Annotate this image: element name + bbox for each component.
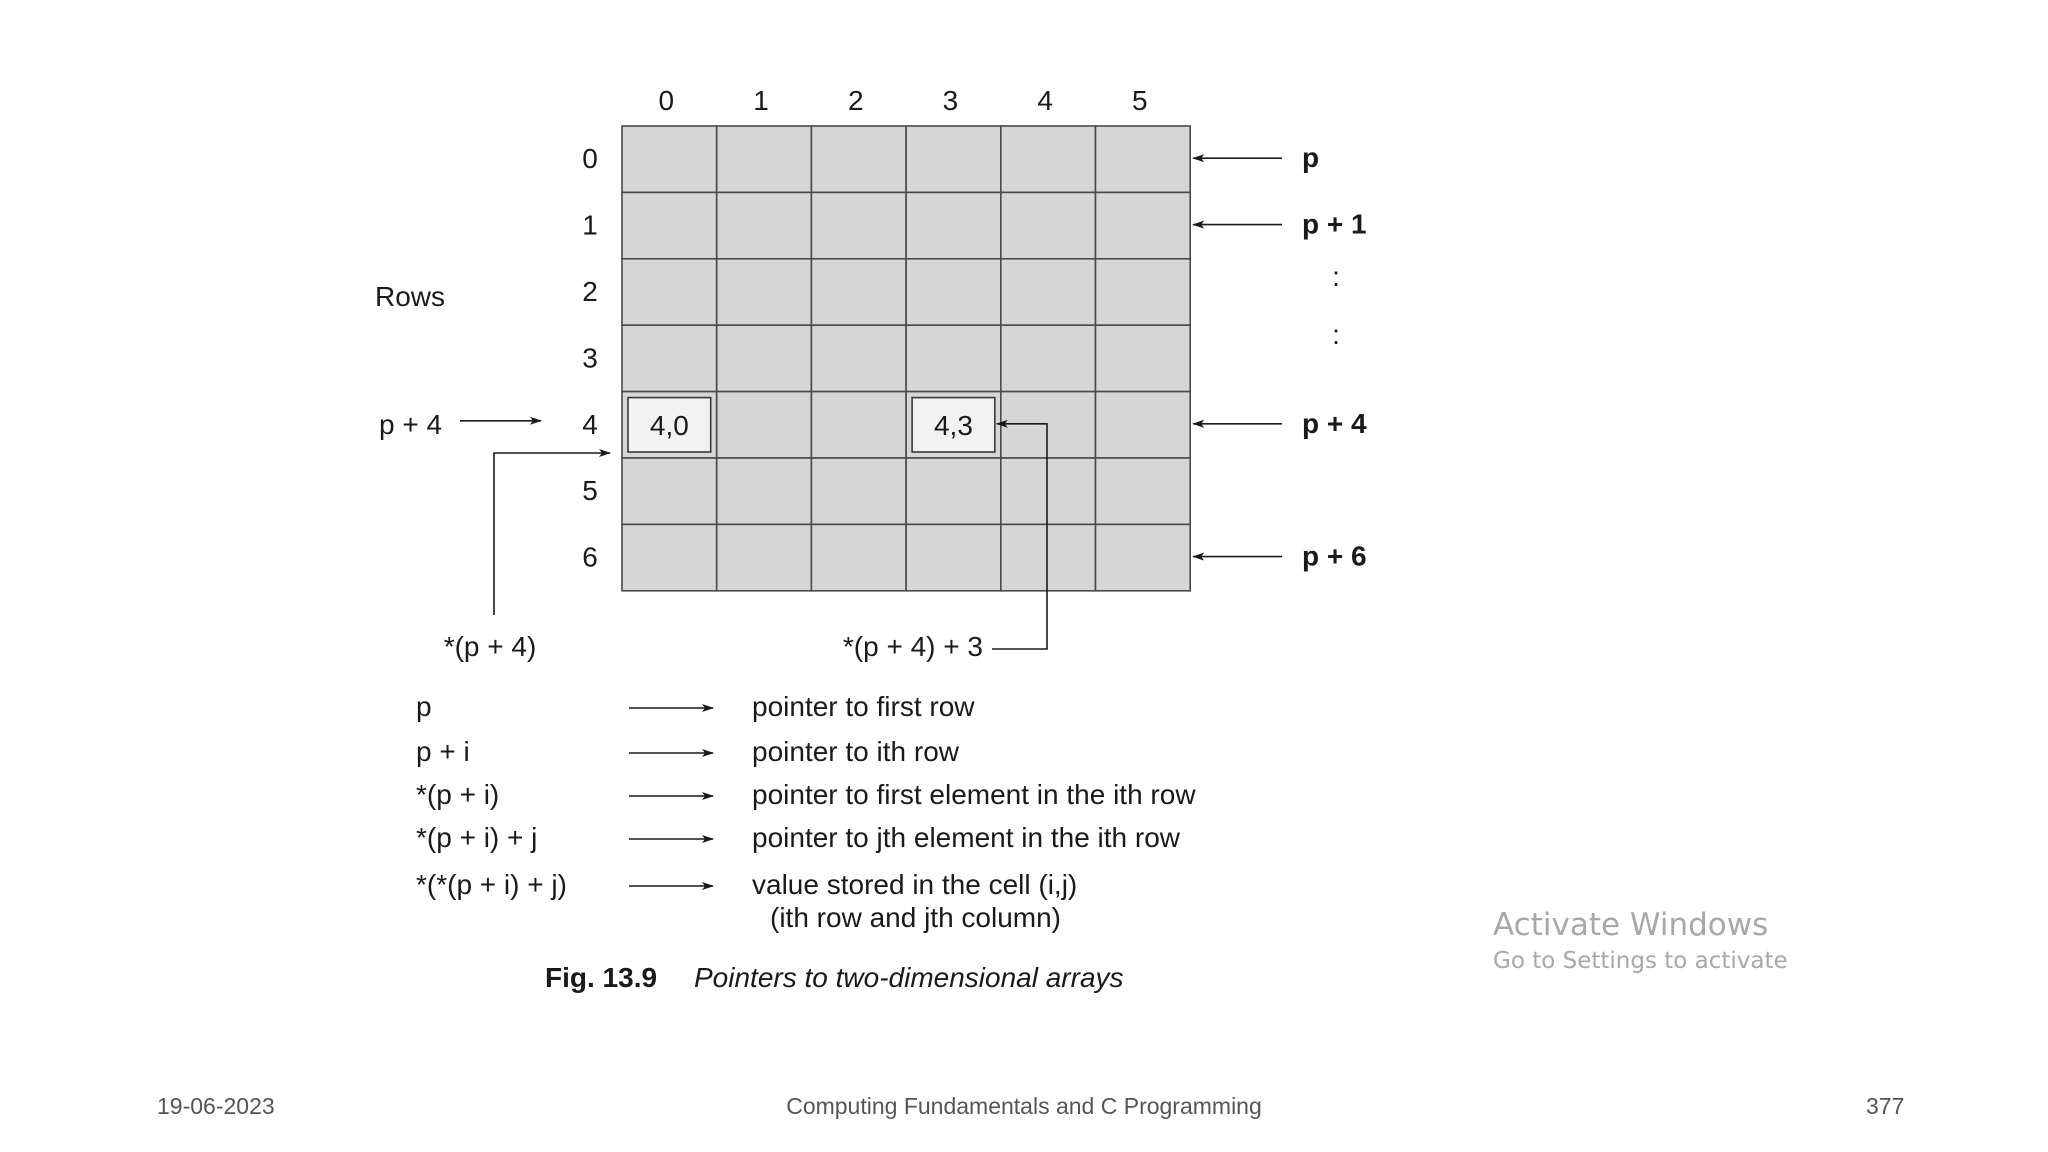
array-cell [811, 458, 906, 524]
array-cell [622, 126, 717, 192]
array-cell [1096, 259, 1191, 325]
legend-meaning: pointer to first row [752, 691, 975, 722]
footer-date: 19-06-2023 [157, 1093, 275, 1119]
row-index: 0 [582, 143, 598, 175]
array-cell [717, 392, 812, 458]
array-cell [811, 126, 906, 192]
column-index: 4 [1037, 85, 1053, 116]
legend-meaning: pointer to ith row [752, 736, 959, 767]
column-index: 1 [753, 85, 769, 116]
row-index: 4 [582, 408, 598, 440]
legend-expression: p + i [416, 736, 470, 767]
highlighted-cell-label: 4,3 [933, 409, 973, 441]
footer-course: Computing Fundamentals and C Programming [786, 1093, 1262, 1119]
array-cell [811, 259, 906, 325]
array-cell [1001, 458, 1096, 524]
row-pointer-label: p [1302, 142, 1320, 174]
array-cell [1096, 524, 1191, 590]
array-cell [1096, 126, 1191, 192]
column-index: 2 [847, 85, 864, 116]
array-cell [1096, 458, 1191, 524]
array-cell [906, 458, 1001, 524]
deref-row-label: *(p + 4) [443, 631, 537, 662]
array-cell [622, 524, 717, 590]
array-cell [717, 259, 812, 325]
array-cell [622, 259, 717, 325]
highlighted-cell-label: 4,0 [649, 409, 689, 441]
row-pointer-label: p + 4 [1302, 407, 1367, 439]
array-cell [906, 325, 1001, 391]
array-cell [1001, 126, 1096, 192]
array-cell [811, 524, 906, 590]
row-index: 1 [582, 209, 598, 241]
array-cell [1001, 259, 1096, 325]
ellipsis-top: : [1332, 261, 1340, 292]
column-index: 5 [1132, 85, 1148, 116]
array-cell [811, 192, 906, 258]
array-cell [1001, 392, 1096, 458]
array-cell [717, 524, 812, 590]
row-pointer-label: p + 1 [1302, 208, 1367, 240]
left-pointer-label: p + 4 [379, 409, 443, 440]
legend-meaning: pointer to jth element in the ith row [752, 822, 1181, 853]
row-index: 2 [582, 276, 598, 307]
array-cell [1001, 192, 1096, 258]
legend-expression: *(*(p + i) + j) [416, 869, 567, 900]
activation-watermark-subtitle: Go to Settings to activate [1493, 948, 1788, 974]
array-cell [1096, 392, 1191, 458]
legend-expression: p [416, 691, 432, 722]
column-index: 0 [658, 85, 675, 116]
legend-meaning-continuation: (ith row and jth column) [770, 902, 1062, 933]
rows-label: Rows [375, 281, 446, 312]
array-cell [1096, 192, 1191, 258]
column-index: 3 [942, 85, 959, 116]
array-cell [906, 524, 1001, 590]
array-cell [717, 458, 812, 524]
footer-page-number: 377 [1866, 1093, 1905, 1119]
array-cell [811, 392, 906, 458]
array-cell [717, 126, 812, 192]
legend-meaning: value stored in the cell (i,j) [752, 869, 1078, 900]
array-cell [811, 325, 906, 391]
array-cell [717, 192, 812, 258]
array-cell [1001, 325, 1096, 391]
row-index: 3 [582, 342, 598, 374]
pointer-legend [416, 691, 1196, 933]
array-cell [1001, 524, 1096, 590]
array-cell [717, 325, 812, 391]
array-cell [622, 192, 717, 258]
array-cell [622, 325, 717, 391]
legend-expression: *(p + i) [416, 779, 500, 810]
ellipsis-bottom: : [1332, 319, 1340, 350]
figure-number: Fig. 13.9 [545, 962, 658, 993]
row-index: 6 [582, 541, 598, 573]
array-cell [906, 192, 1001, 258]
activation-watermark-title: Activate Windows [1493, 907, 1769, 943]
array-cell [1096, 325, 1191, 391]
row-index: 5 [582, 475, 598, 507]
legend-meaning: pointer to first element in the ith row [752, 779, 1196, 810]
array-cell [906, 259, 1001, 325]
row-pointer-label: p + 6 [1302, 540, 1367, 572]
array-cell [906, 126, 1001, 192]
legend-expression: *(p + i) + j [416, 822, 538, 853]
array-cell [622, 458, 717, 524]
deref-cell-label: *(p + 4) + 3 [842, 631, 983, 662]
figure-title: Pointers to two-dimensional arrays [694, 962, 1124, 993]
array-grid [622, 126, 1190, 591]
